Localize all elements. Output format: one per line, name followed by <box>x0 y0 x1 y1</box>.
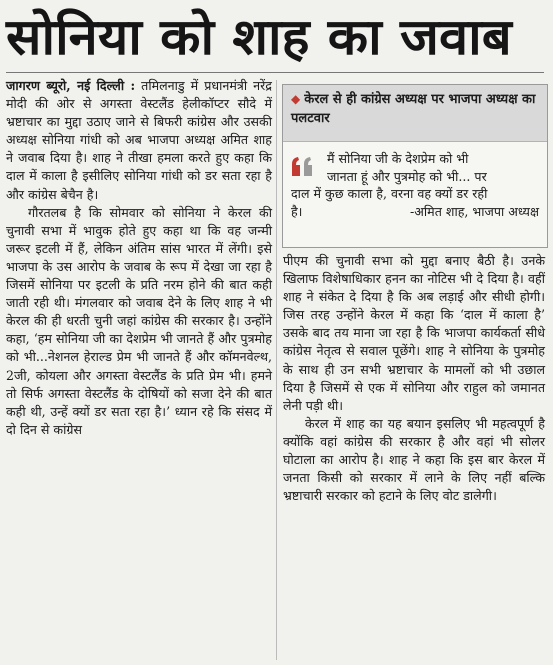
column-rule <box>276 80 277 660</box>
quote-line-3: दाल में कुछ काला है, वरना वह क्यों डर रही <box>291 186 488 201</box>
headline: सोनिया को शाह का जवाब <box>6 8 512 66</box>
lead-paragraph <box>6 77 272 204</box>
quote-box-header <box>283 85 547 142</box>
headline-rule <box>6 72 544 73</box>
paragraph-3: पीएम की चुनावी सभा को मुद्दा बनाए बैठी है। उनके खिलाफ विशेषाधिकार हनन का नोटिस भी दे दिया है। वहीं शाह ने संकेत दे दिया है कि अब लड़ाई और सीधी होगी। जिस तरह उन्होंने केरल में कहा कि ‘दाल में काला है’ उसके बाद तय माना जा रहा है कि भाजपा कार्यकर्ता सीधे कांग्रेस नेतृत्व से सवाल पूछेंगे। शाह ने सोनिया के पुत्रमोह के साथ ही उन सभी भ्रष्टाचार के मामलों को भी उछाल दिया है जिसमें से एक में सोनिया और राहुल को जमानत लेनी पड़ी थी। <box>283 253 545 413</box>
quote-line-1: मैं सोनिया जी के देशप्रेम को भी <box>327 151 469 166</box>
right-column <box>283 252 545 505</box>
quote-line-4 <box>291 203 539 221</box>
paragraph-4: केरल में शाह का यह बयान इसलिए भी महत्वपूर्ण है क्योंकि वहां कांग्रेस की सरकार है और वहां भी सोलर घोटाला का आरोप है। शाह ने कहा कि इस बार केरल में जनता किसी को सरकार में लाने के लिए नहीं बल्कि भ्रष्टाचारी सरकार को हटाने के लिए वोट डालेगी। <box>283 415 545 504</box>
lead-text: तमिलनाडु में प्रधानमंत्री नरेंद्र मोदी की ओर से अगस्ता वेस्टलैंड हेलीकॉप्टर सौदे में भ्रष्टाचार का मुद्दा उठाए जाने से बिफरी कांग्रेस और उसकी अध्यक्ष सोनिया गांधी को अब भाजपा अध्यक्ष अमित शाह ने जवाब दिया है। शाह ने तीखा हमला करते हुए कहा कि दाल में काला है इसीलिए सोनिया गांधी को डर सता रहा है और कांग्रेस बेचैन है। <box>6 78 272 202</box>
quote-box <box>282 84 548 248</box>
left-column <box>6 77 272 439</box>
quote-box-body <box>283 142 547 226</box>
quote-line-2: जानता हूं और पुत्रमोह को भी... पर <box>327 168 487 184</box>
quote-box-title: केरल से ही कांग्रेस अध्यक्ष पर भाजपा अध्यक्ष का पलटवार <box>291 92 536 126</box>
diamond-bullet-icon: ◆ <box>291 92 301 106</box>
paragraph-2: गौरतलब है कि सोमवार को सोनिया ने केरल की चुनावी सभा में भावुक होते हुए कहा था कि वह जन्मी जरूर इटली में हैं, लेकिन अंतिम सांस भारत में लेंगी। इसे भाजपा के उस आरोप के जवाब के रूप में देखा जा रहा है जिसमें सोनिया पर इटली के प्रति नरम होने की बात कही जाती रही थी। मंगलवार को जवाब देने के लिए शाह ने भी केरल की ही धरती चुनी जहां कांग्रेस की सरकार है। उन्होंने कहा, ‘हम सोनिया जी का देशप्रेम भी जानते हैं और पुत्रमोह को भी...नेशनल हेराल्ड प्रेम भी जानते हैं और कॉमनवेल्थ, 2जी, कोयला और अगस्ता वेस्टलैंड के प्रति प्रेम भी। हमने तो सिर्फ अगस्ता वेस्टलैंड के दोषियों को सजा देने की बात कही थी, उन्हें क्यों डर सता रहा है।’ ध्यान रहे कि संसद में दो दिन से कांग्रेस <box>6 204 272 437</box>
byline: जागरण ब्यूरो, नई दिल्ली : <box>6 78 136 93</box>
quote-attribution: -अमित शाह, भाजपा अध्यक्ष <box>410 203 539 219</box>
quote-line-4-text: है। <box>291 203 303 219</box>
quote-icon <box>289 154 317 186</box>
